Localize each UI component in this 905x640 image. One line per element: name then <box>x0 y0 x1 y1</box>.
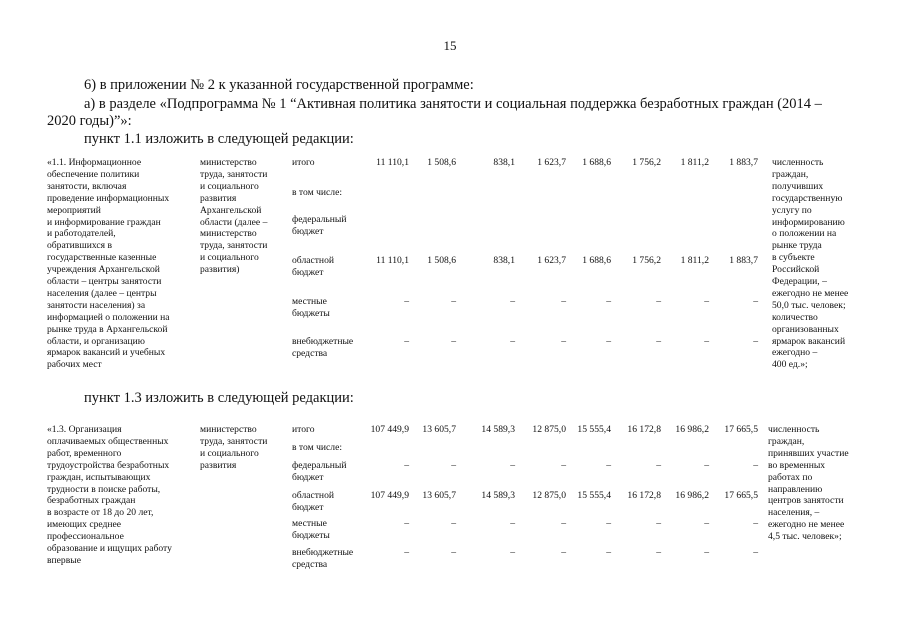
funding-value-cell: – <box>656 336 661 347</box>
page-number: 15 <box>443 38 457 53</box>
funding-source-label: средства <box>292 347 328 359</box>
measure-text-line: безработных граждан <box>47 495 136 507</box>
funding-value-cell: 13 605,7 <box>422 490 456 501</box>
result-text-line: рынке труда <box>772 240 822 252</box>
funding-source-label: областной <box>292 255 335 266</box>
result-text-line: численность <box>772 157 824 168</box>
funding-value-cell: – <box>561 460 566 471</box>
result-text-line: в субъекте <box>772 252 815 264</box>
measure-text-line: и работодателей, <box>47 228 116 240</box>
measure-text-line: «1.3. Организация <box>47 424 122 435</box>
result-text-line: организованных <box>772 323 839 335</box>
funding-source-label: внебюджетные <box>292 336 354 347</box>
funding-value-cell: 1 508,6 <box>427 255 456 266</box>
funding-source-label: бюджет <box>292 501 324 513</box>
measure-text-line: мероприятий <box>47 204 101 216</box>
executor-text-line: труда, занятости <box>200 240 268 252</box>
funding-source-label: областной <box>292 490 335 501</box>
executor-text-line: развития <box>200 192 237 204</box>
result-text-line: работах по <box>768 471 813 483</box>
funding-value-cell: 1 811,2 <box>680 255 709 266</box>
funding-source-label: бюджет <box>292 266 324 278</box>
measure-text-line: занятости, включая <box>47 180 127 192</box>
funding-value-cell: 1 756,2 <box>632 157 661 168</box>
result-text-line: численность <box>768 424 820 435</box>
funding-source-label: итого <box>292 157 315 168</box>
funding-value-cell: – <box>606 547 611 558</box>
funding-value-cell: 12 875,0 <box>532 490 566 501</box>
measure-text-line: трудности в поиске работы, <box>47 483 161 495</box>
result-text-line: направлению <box>768 483 823 495</box>
funding-value-cell: – <box>404 336 409 347</box>
funding-value-cell: – <box>656 460 661 471</box>
measure-text-line: населения (далее – центры <box>47 287 157 299</box>
funding-value-cell: 16 172,8 <box>627 424 661 435</box>
executor-text-line: и социального <box>200 447 259 459</box>
intro-line-1: 6) в приложении № 2 к указанной государственной программе: <box>84 77 474 93</box>
executor-text-line: труда, занятости <box>200 168 268 180</box>
funding-source-label: бюджеты <box>292 307 330 319</box>
funding-source-label: бюджет <box>292 225 324 237</box>
result-text-line: населения, – <box>768 507 820 519</box>
funding-value-cell: 14 589,3 <box>481 490 515 501</box>
measure-text-line: оплачиваемых общественных <box>47 435 169 447</box>
funding-value-cell: – <box>404 547 409 558</box>
measure-text-line: обратившихся в <box>47 240 112 252</box>
funding-value-cell: – <box>561 518 566 529</box>
funding-value-cell: 17 665,5 <box>724 424 758 435</box>
measure-text-line: проведение информационных <box>47 192 170 204</box>
intro-line-2: а) в разделе «Подпрограмма № 1 “Активная политика занятости и социальная поддержка безработных граждан (2014 – <box>84 96 822 112</box>
measure-text-line: информацией о положении на <box>47 311 170 323</box>
measure-text-line: впервые <box>47 554 81 566</box>
funding-value-cell: 17 665,5 <box>724 490 758 501</box>
measure-text-line: обеспечение политики <box>47 168 140 180</box>
funding-value-cell: 1 883,7 <box>729 255 758 266</box>
measure-text-line: рынке труда в Архангельской <box>47 323 168 335</box>
result-text-line: 50,0 тыс. человек; <box>772 299 846 311</box>
measure-text-line: ярмарок вакансий и учебных <box>47 347 166 359</box>
funding-value-cell: 1 811,2 <box>680 157 709 168</box>
executor-text-line: области (далее – <box>200 216 268 228</box>
funding-value-cell: 11 110,1 <box>376 157 409 168</box>
funding-source-label: местные <box>292 518 327 529</box>
result-text-line: ежегодно не менее <box>768 519 845 531</box>
result-text-line: центров занятости <box>768 495 844 507</box>
measure-text-line: трудоустройства безработных <box>47 459 170 471</box>
funding-value-cell: – <box>451 460 456 471</box>
funding-value-cell: 1 756,2 <box>632 255 661 266</box>
executor-text-line: и социального <box>200 252 259 264</box>
funding-value-cell: 14 589,3 <box>481 424 515 435</box>
funding-value-cell: – <box>656 296 661 307</box>
funding-value-cell: – <box>753 460 758 471</box>
measure-text-line: образование и ищущих работу <box>47 543 172 554</box>
result-text-line: 4,5 тыс. человек»; <box>768 531 842 543</box>
executor-text-line: и социального <box>200 180 259 192</box>
funding-value-cell: – <box>753 336 758 347</box>
funding-value-cell: 107 449,9 <box>370 424 409 435</box>
funding-source-label: в том числе: <box>292 442 343 453</box>
funding-value-cell: – <box>704 296 709 307</box>
result-text-line: информированию <box>772 216 845 228</box>
measure-text-line: области – центры занятости <box>47 276 162 287</box>
funding-value-cell: – <box>606 460 611 471</box>
funding-value-cell: 13 605,7 <box>422 424 456 435</box>
executor-text-line: труда, занятости <box>200 435 268 447</box>
funding-value-cell: – <box>561 296 566 307</box>
result-text-line: Федерации, – <box>772 276 827 287</box>
executor-text-line: министерство <box>200 228 257 240</box>
funding-value-cell: – <box>606 296 611 307</box>
funding-value-cell: 1 623,7 <box>537 255 566 266</box>
executor-text-line: развития) <box>200 264 240 276</box>
funding-value-cell: 16 986,2 <box>675 424 709 435</box>
funding-value-cell: 1 883,7 <box>729 157 758 168</box>
funding-value-cell: 1 623,7 <box>537 157 566 168</box>
funding-value-cell: – <box>606 518 611 529</box>
funding-value-cell: – <box>753 547 758 558</box>
measure-text-line: и информирование граждан <box>47 216 161 228</box>
funding-value-cell: 1 688,6 <box>582 157 611 168</box>
funding-value-cell: – <box>404 518 409 529</box>
measure-text-line: учреждения Архангельской <box>47 264 160 276</box>
executor-text-line: министерство <box>200 424 257 435</box>
funding-value-cell: – <box>510 336 515 347</box>
funding-value-cell: 1 688,6 <box>582 255 611 266</box>
measure-text-line: в возрасте от 18 до 20 лет, <box>47 507 154 519</box>
funding-value-cell: 838,1 <box>493 255 515 266</box>
result-text-line: ежегодно не менее <box>772 287 849 299</box>
funding-value-cell: – <box>451 518 456 529</box>
funding-value-cell: – <box>561 547 566 558</box>
funding-value-cell: – <box>510 547 515 558</box>
executor-text-line: министерство <box>200 157 257 168</box>
funding-value-cell: – <box>753 518 758 529</box>
funding-value-cell: 11 110,1 <box>376 255 409 266</box>
funding-source-label: бюджеты <box>292 529 330 541</box>
funding-value-cell: – <box>451 336 456 347</box>
funding-value-cell: – <box>451 547 456 558</box>
executor-text-line: Архангельской <box>200 204 262 216</box>
funding-value-cell: 16 986,2 <box>675 490 709 501</box>
result-text-line: государственную <box>772 192 843 204</box>
funding-source-label: местные <box>292 296 327 307</box>
result-text-line: граждан, <box>768 435 805 447</box>
funding-source-label: внебюджетные <box>292 547 354 558</box>
measure-text-line: занятости населения) за <box>47 299 146 311</box>
result-text-line: количество <box>772 311 818 323</box>
result-text-line: принявших участие <box>768 447 849 459</box>
funding-value-cell: – <box>510 296 515 307</box>
result-text-line: граждан, <box>772 168 809 180</box>
funding-value-cell: – <box>510 460 515 471</box>
funding-value-cell: – <box>404 460 409 471</box>
funding-value-cell: 15 555,4 <box>577 490 611 501</box>
funding-source-label: федеральный <box>292 460 347 471</box>
measure-text-line: государственные казенные <box>47 252 157 264</box>
result-text-line: получивших <box>772 180 824 192</box>
funding-source-label: итого <box>292 424 315 435</box>
measure-text-line: «1.1. Информационное <box>47 157 142 168</box>
result-text-line: во временных <box>768 459 826 471</box>
result-text-line: Российской <box>772 264 820 276</box>
measure-text-line: рабочих мест <box>47 359 102 371</box>
measure-text-line: граждан, испытывающих <box>47 471 151 483</box>
intro-line-3: 2020 годы)”»: <box>47 113 132 129</box>
measure-text-line: работ, временного <box>47 447 122 459</box>
result-text-line: о положении на <box>772 228 837 240</box>
funding-value-cell: – <box>561 336 566 347</box>
funding-value-cell: – <box>704 460 709 471</box>
funding-source-label: бюджет <box>292 471 324 483</box>
funding-value-cell: 15 555,4 <box>577 424 611 435</box>
point-1-3-heading: пункт 1.3 изложить в следующей редакции: <box>84 390 354 406</box>
measure-text-line: области, и организацию <box>47 335 145 347</box>
funding-value-cell: 1 508,6 <box>427 157 456 168</box>
result-text-line: 400 ед.»; <box>772 359 808 371</box>
funding-value-cell: – <box>704 547 709 558</box>
executor-text-line: развития <box>200 459 237 471</box>
funding-value-cell: – <box>704 518 709 529</box>
funding-value-cell: – <box>404 296 409 307</box>
funding-value-cell: 16 172,8 <box>627 490 661 501</box>
funding-value-cell: 838,1 <box>493 157 515 168</box>
funding-source-label: федеральный <box>292 214 347 225</box>
result-text-line: ярмарок вакансий <box>772 335 846 347</box>
funding-value-cell: – <box>451 296 456 307</box>
measure-text-line: имеющих среднее <box>47 519 122 531</box>
funding-value-cell: – <box>704 336 709 347</box>
funding-value-cell: 12 875,0 <box>532 424 566 435</box>
result-text-line: услугу по <box>772 204 812 216</box>
funding-value-cell: – <box>753 296 758 307</box>
funding-value-cell: – <box>656 518 661 529</box>
funding-value-cell: – <box>606 336 611 347</box>
funding-source-label: в том числе: <box>292 187 343 198</box>
result-text-line: ежегодно – <box>772 347 818 359</box>
measure-text-line: профессиональное <box>47 531 124 543</box>
funding-value-cell: 107 449,9 <box>370 490 409 501</box>
funding-value-cell: – <box>656 547 661 558</box>
funding-source-label: средства <box>292 558 328 570</box>
point-1-1-heading: пункт 1.1 изложить в следующей редакции: <box>84 131 354 147</box>
funding-value-cell: – <box>510 518 515 529</box>
